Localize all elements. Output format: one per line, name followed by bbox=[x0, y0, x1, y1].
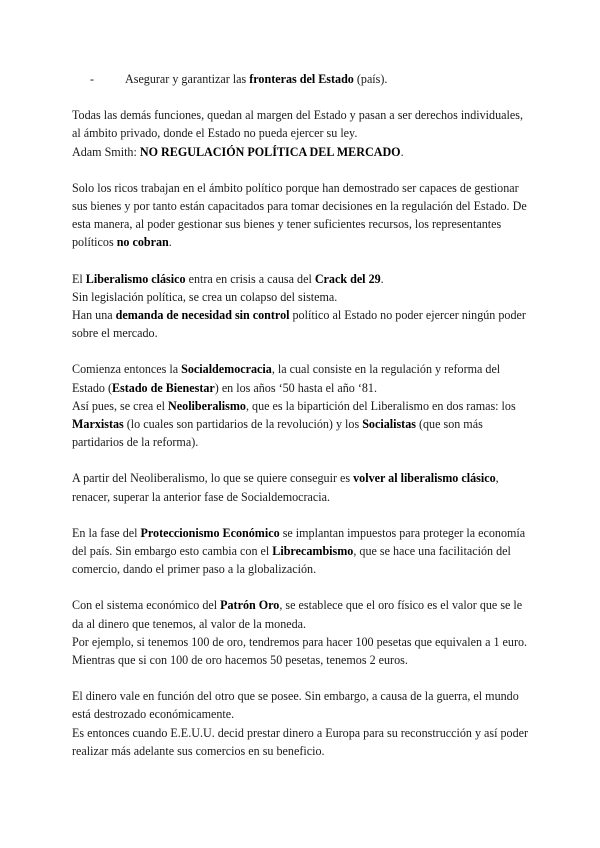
bold-term: Marxistas bbox=[72, 417, 124, 432]
paragraph bbox=[72, 106, 532, 142]
paragraph bbox=[72, 724, 532, 760]
bold-term: volver al liberalismo clásico bbox=[353, 471, 496, 486]
bold-term: Crack del 29 bbox=[314, 271, 381, 286]
bullet-dash: - bbox=[90, 72, 95, 86]
bold-term: Librecambismo bbox=[272, 544, 354, 559]
paragraph bbox=[72, 687, 532, 723]
paragraph bbox=[72, 651, 532, 669]
bold-term: demanda de necesidad sin control bbox=[115, 308, 290, 323]
text-run: Todas las demás funciones, quedan al margen del Estado y pasan a ser derechos individuales, al ámbito privado, donde el Estado no pueda ejercer su ley. bbox=[72, 108, 523, 141]
list-item bbox=[90, 70, 532, 88]
text-run: Con el sistema económico del bbox=[72, 598, 221, 613]
document-body bbox=[72, 70, 532, 760]
paragraph bbox=[72, 633, 532, 651]
text-run: Asegurar y garantizar las bbox=[125, 72, 250, 86]
paragraph bbox=[72, 306, 532, 342]
text-run: , que es la bipartición del Liberalismo en dos ramas: los bbox=[245, 398, 516, 413]
text-run: El dinero vale en función del otro que se posee. Sin embargo, a causa de la guerra, el mundo está destrozado económicamente. bbox=[72, 689, 519, 722]
text-run: Por ejemplo, si tenemos 100 de oro, tendremos para hacer 100 pesetas que equivalen a 1 euro. bbox=[72, 634, 528, 649]
text-run: Han una bbox=[72, 308, 116, 323]
text-run: Adam Smith: bbox=[72, 144, 140, 159]
bold-term: Socialdemocracia bbox=[181, 362, 272, 377]
bold-term: Neoliberalismo bbox=[168, 398, 246, 413]
text-run: Es entonces cuando E.E.U.U. decid prestar dinero a Europa para su reconstrucción y así poder realizar más adelante sus comercios en su beneficio. bbox=[72, 725, 529, 758]
text-run: , la cual consiste en la regulación y reforma del Estado ( bbox=[72, 362, 501, 395]
text-run: Así pues, se crea el bbox=[72, 398, 169, 413]
text-run: , renacer, superar la anterior fase de Socialdemocracia. bbox=[72, 471, 499, 504]
text-run: A partir del Neoliberalismo, lo que se quiere conseguir es bbox=[72, 471, 354, 486]
text-run: El bbox=[72, 271, 86, 286]
text-run: , que se hace una facilitación del comercio, dando el primer paso a la globalización. bbox=[72, 544, 511, 577]
bold-term: NO REGULACIÓN POLÍTICA DEL MERCADO bbox=[139, 144, 401, 159]
text-run: . bbox=[400, 144, 404, 159]
text-run: (país). bbox=[353, 72, 388, 86]
paragraph bbox=[72, 288, 532, 306]
text-run: Sin legislación política, se crea un colapso del sistema. bbox=[72, 289, 338, 304]
text-run: entra en crisis a causa del bbox=[185, 271, 315, 286]
text-run: , se establece que el oro físico es el valor que se le da al dinero que tenemos, al valor de la moneda. bbox=[72, 598, 523, 631]
text-run: . bbox=[380, 271, 384, 286]
text-run: (lo cuales son partidarios de la revolución) y los bbox=[123, 417, 363, 432]
text-run: se implantan impuestos para proteger la economía del país. Sin embargo esto cambia con el bbox=[72, 525, 526, 559]
paragraph bbox=[72, 143, 532, 161]
text-run: . bbox=[168, 235, 172, 250]
paragraph bbox=[72, 270, 532, 288]
bold-term: Patrón Oro bbox=[220, 598, 280, 613]
paragraph bbox=[72, 360, 532, 396]
bold-term: Liberalismo clásico bbox=[85, 271, 186, 286]
bold-term: Socialistas bbox=[362, 417, 416, 432]
paragraph bbox=[72, 469, 532, 505]
paragraph bbox=[72, 596, 532, 632]
bold-term: Estado de Bienestar bbox=[111, 380, 215, 395]
bold-term: no cobran bbox=[116, 235, 169, 250]
text-run: Solo los ricos trabajan en el ámbito político porque han demostrado ser capaces de gestionar sus bienes y por tanto están capacitados para tomar decisiones en la regulación del Estado. De esta manera, al poder gestionar sus bienes y tener suficientes recursos, los representantes políticos bbox=[72, 180, 527, 250]
text-run: político al Estado no poder ejercer ningún poder sobre el mercado. bbox=[72, 308, 526, 341]
text-run: En la fase del bbox=[72, 525, 141, 540]
paragraph bbox=[72, 397, 532, 452]
text-run: ) en los años ‘50 hasta el año ‘81. bbox=[214, 380, 377, 395]
text-run: (que son más partidarios de la reforma). bbox=[72, 417, 483, 450]
bold-term: fronteras del Estado bbox=[249, 72, 354, 86]
bold-term: Proteccionismo Económico bbox=[140, 525, 280, 540]
text-run: Comienza entonces la bbox=[72, 362, 182, 377]
text-run: Mientras que si con 100 de oro hacemos 50 pesetas, tenemos 2 euros. bbox=[72, 653, 408, 668]
paragraph bbox=[72, 524, 532, 579]
paragraph bbox=[72, 179, 532, 252]
